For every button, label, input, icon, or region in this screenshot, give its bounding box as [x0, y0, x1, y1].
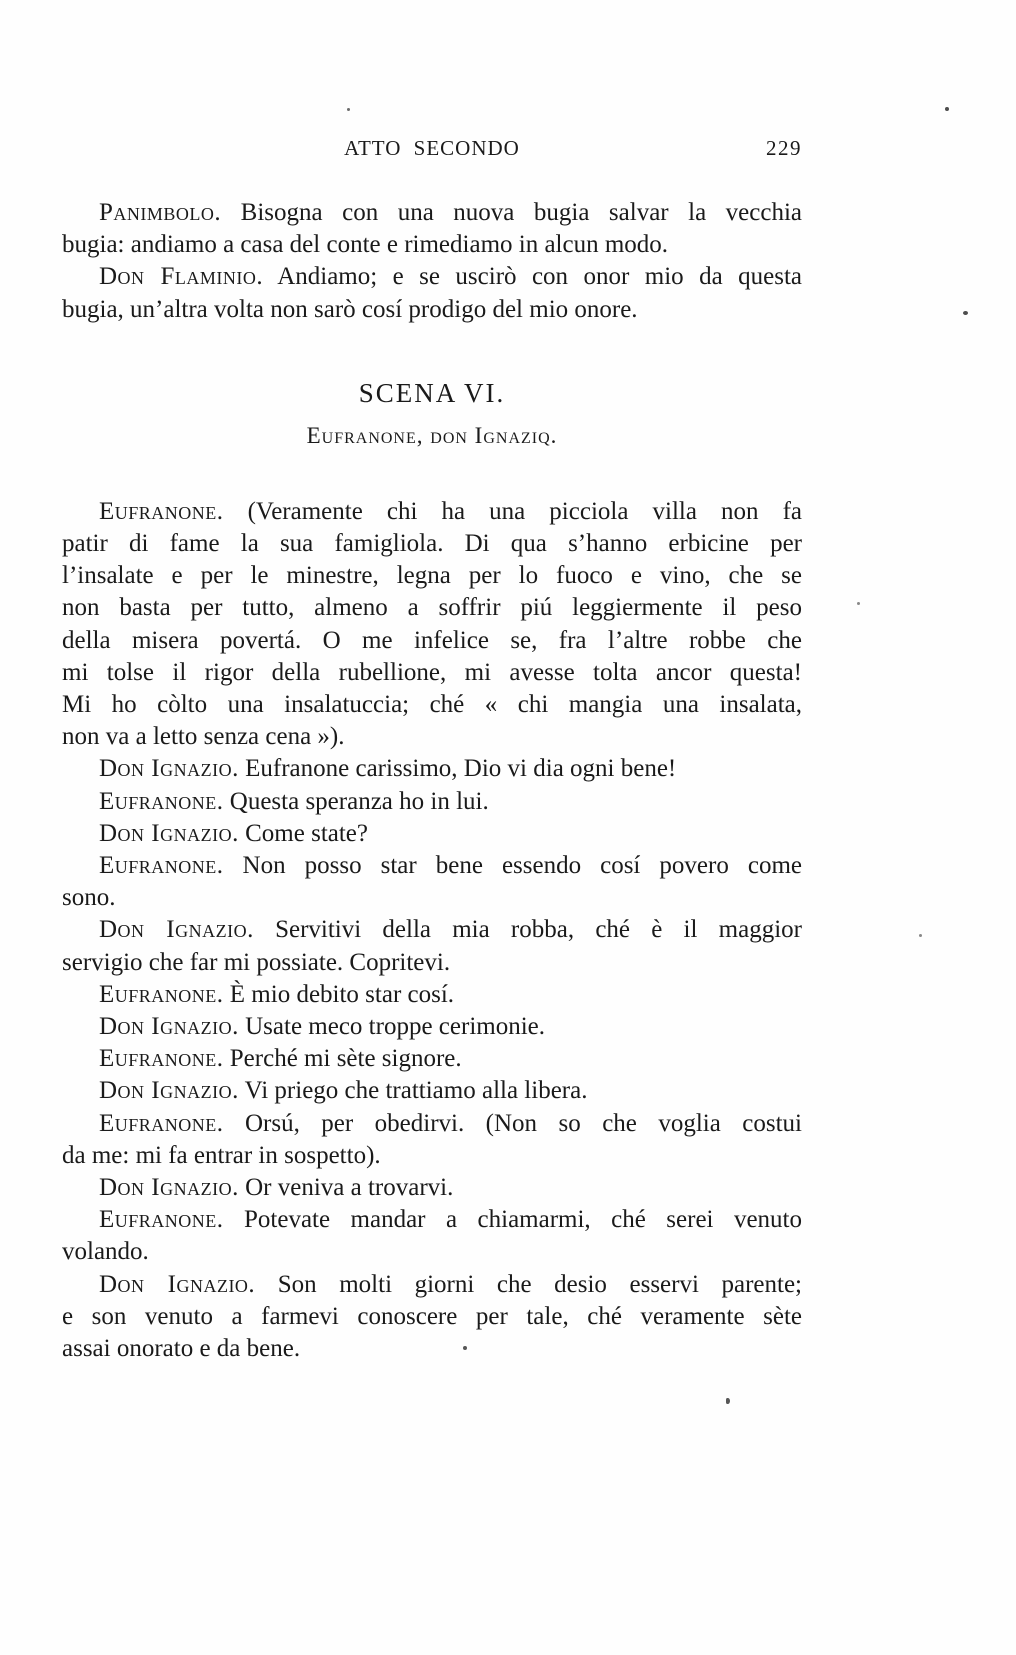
dialogue-paragraph [62, 1172, 802, 1204]
dialogue-line [62, 1204, 802, 1236]
speaker-name: Don Ignazio. [99, 1077, 239, 1105]
dialogue-line [62, 1075, 802, 1107]
dialogue-line [62, 786, 802, 818]
speaker-name: Don Ignazio. [99, 819, 239, 847]
speaker-name: Eufranone. [99, 497, 224, 525]
dialogue-paragraph [62, 979, 802, 1011]
dialogue-text: (Veramente chi ha una picciola villa non fa [223, 497, 802, 525]
dialogue-text: Andiamo; e se uscirò con onor mio da questa [263, 263, 802, 291]
dialogue-text: Questa speranza ho in lui. [223, 787, 489, 815]
dialogue-text: Vi priego che trattiamo alla libera. [238, 1077, 588, 1105]
dialogue-line [62, 850, 802, 882]
scan-speck [945, 107, 949, 111]
dialogue-line: bugia, un’altra volta non sarò cosí prodigo del mio onore. [62, 295, 638, 323]
dialogue-line [62, 818, 802, 850]
dialogue-line: l’insalate e per le minestre, legna per lo fuoco e vino, che se [62, 562, 802, 590]
dialogue-paragraph [62, 197, 802, 261]
dialogue-line [62, 197, 802, 229]
dialogue-text: Perché mi sète signore. [223, 1045, 462, 1073]
speaker-name: Don Ignazio. [99, 1270, 256, 1298]
speaker-name: Eufranone. [99, 1045, 224, 1073]
dialogue-line [62, 1043, 802, 1075]
dialogue-line [62, 1172, 802, 1204]
dialogue-paragraph [62, 850, 802, 914]
dialogue-paragraph [62, 786, 802, 818]
dialogue-line: non va a letto senza cena »). [62, 723, 345, 751]
scan-speck [963, 311, 968, 315]
scan-speck [463, 1346, 467, 1350]
running-title: ATTO SECONDO [344, 136, 520, 160]
dialogue-paragraph [62, 818, 802, 850]
scan-speck [347, 108, 350, 111]
dialogue-line: sono. [62, 884, 116, 912]
dialogue-line: e son venuto a farmevi conoscere per tale, ché veramente sète [62, 1302, 802, 1330]
scene-heading: SCENA VI. [358, 377, 506, 408]
scan-speck [857, 602, 860, 605]
dialogue-paragraph [62, 753, 802, 785]
speaker-name: Don Ignazio. [99, 916, 254, 944]
speaker-name: Eufranone. [99, 980, 224, 1008]
running-head [62, 136, 802, 161]
speaker-name: Eufranone. [99, 787, 224, 815]
speaker-name: Don Ignazio. [99, 1174, 239, 1202]
dialogue-text: Eufranone carissimo, Dio vi dia ogni bene! [238, 755, 677, 783]
dialogue-paragraph [62, 496, 802, 754]
dialogue-line [62, 261, 802, 293]
dialogue-line [62, 979, 802, 1011]
dialogue-line: servigio che far mi possiate. Copritevi. [62, 948, 451, 976]
dialogue-line: della misera povertá. O me infelice se, fra l’altre robbe che [62, 626, 802, 654]
dialogue-line [62, 496, 802, 528]
dialogue-text: È mio debito star cosí. [223, 980, 455, 1008]
dialogue-line: Mi ho còlto una insalatuccia; ché « chi mangia una insalata, [62, 691, 802, 719]
dialogue-paragraph [62, 1075, 802, 1107]
dialogue-text: Non posso star bene essendo cosí povero come [223, 852, 802, 880]
dialogue-text: Or veniva a trovarvi. [238, 1174, 454, 1202]
dialogue-line: da me: mi fa entrar in sospetto). [62, 1141, 381, 1169]
dialogue-paragraph [62, 261, 802, 325]
scan-speck [919, 934, 922, 937]
dialogue-line [62, 1108, 802, 1140]
scan-speck [726, 1398, 730, 1404]
dialogue-paragraph [62, 1011, 802, 1043]
dialogue-paragraph [62, 1043, 802, 1075]
dialogue-paragraph [62, 1204, 802, 1268]
dialogue-text: Orsú, per obedirvi. (Non so che voglia costui [223, 1109, 802, 1137]
dialogue-text: Potevate mandar a chiamarmi, ché serei venuto [223, 1206, 802, 1234]
dialogue-text: Son molti giorni che desio esservi parente; [255, 1270, 802, 1298]
speaker-name: Eufranone. [99, 1109, 224, 1137]
dialogue-line: non basta per tutto, almeno a soffrir piú leggiermente il peso [62, 594, 802, 622]
speaker-name: Don Ignazio. [99, 755, 239, 783]
dialogue-paragraph [62, 1108, 802, 1172]
dialogue-line [62, 1269, 802, 1301]
dialogue-text: Servitivi della mia robba, ché è il maggior [253, 916, 802, 944]
dialogue-paragraph [62, 914, 802, 978]
speaker-name: Don Ignazio. [99, 1013, 239, 1041]
dialogue-text: Come state? [238, 819, 369, 847]
scene-characters: Eufranone, don Ignaziq. [306, 422, 558, 448]
dialogue-line [62, 914, 802, 946]
dialogue-text: Usate meco troppe cerimonie. [238, 1013, 546, 1041]
speaker-name: Don Flaminio. [99, 263, 264, 291]
speaker-name: Panimbolo. [99, 199, 222, 226]
dialogue-line: patir di fame la sua famigliola. Di qua s’hanno erbicine per [62, 530, 802, 558]
dialogue-paragraph [62, 1269, 802, 1366]
dialogue-line [62, 753, 802, 785]
speaker-name: Eufranone. [99, 1206, 224, 1234]
dialogue-line [62, 1011, 802, 1043]
dialogue-line: assai onorato e da bene. [62, 1335, 301, 1363]
dialogue-line: volando. [62, 1238, 149, 1266]
dialogue-line: bugia: andiamo a casa del conte e rimediamo in alcun modo. [62, 231, 669, 259]
text-block [62, 197, 802, 1365]
speaker-name: Eufranone. [99, 852, 224, 880]
page-number: 229 [766, 136, 802, 160]
dialogue-line: mi tolse il rigor della rubellione, mi avesse tolta ancor questa! [62, 658, 802, 686]
dialogue-text: Bisogna con una nuova bugia salvar la vecchia [221, 199, 802, 226]
